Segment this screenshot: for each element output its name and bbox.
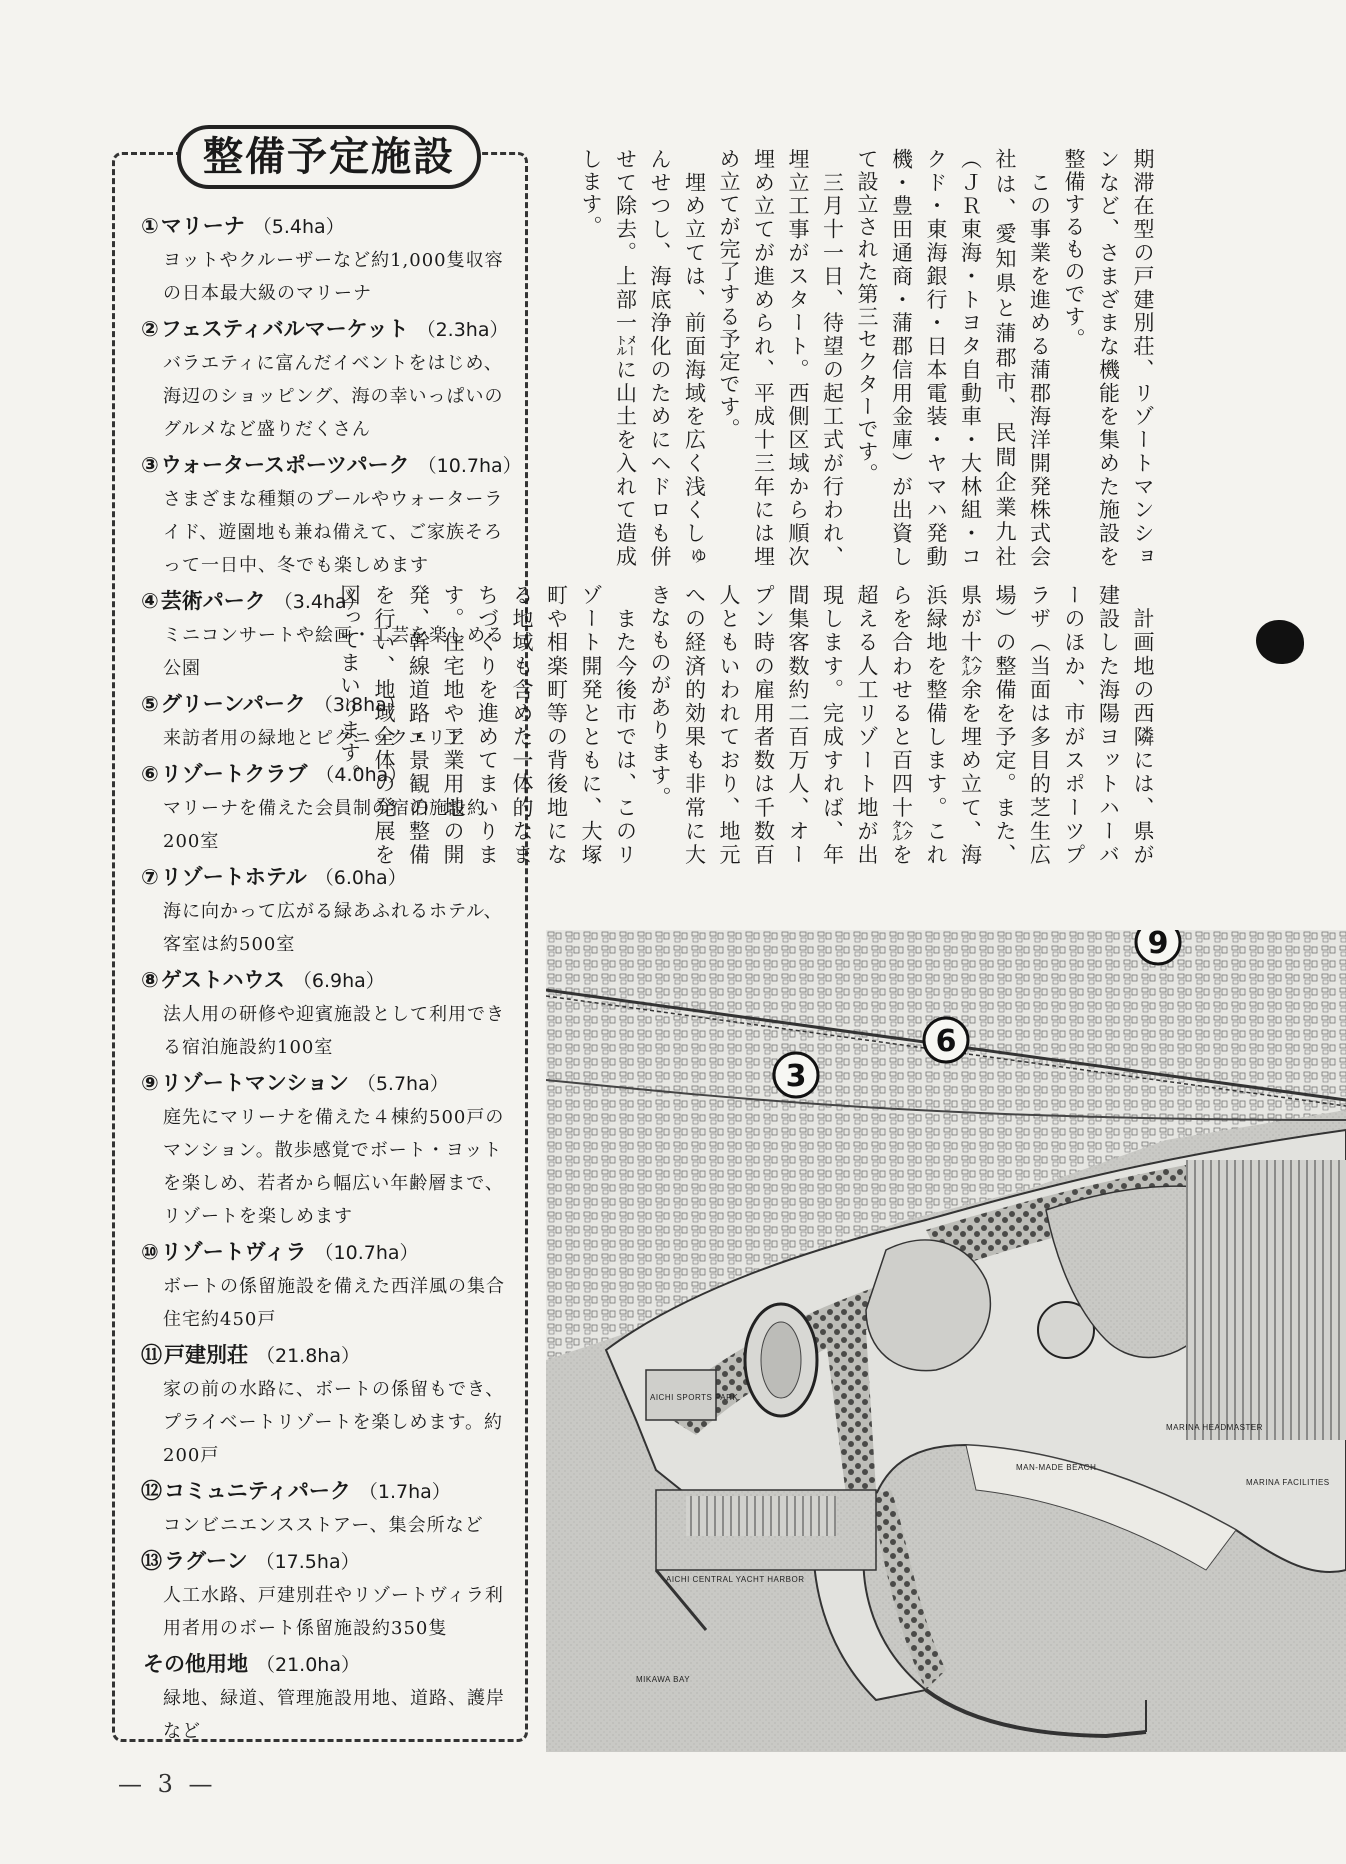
facility-name: その他用地 (143, 1652, 248, 1676)
facility-item (141, 448, 522, 582)
facility-description: 家の前の水路に、ボートの係留もでき、プライベートリゾートを楽しめます。約200戸 (163, 1379, 505, 1466)
facility-name: リゾートホテル (160, 865, 307, 889)
facility-area: （10.7ha） (417, 455, 522, 477)
facility-heading (141, 1474, 505, 1509)
label-mikawa-bay: MIKAWA BAY (636, 1675, 691, 1684)
facility-number: ⑥ (141, 762, 159, 786)
facility-description: ヨットやクルーザーなど約1,000隻収容の日本最大級のマリーナ (163, 250, 504, 304)
facility-area: （2.3ha） (416, 319, 509, 341)
facility-heading (141, 209, 505, 244)
facility-item (141, 860, 505, 961)
facility-item (141, 963, 505, 1064)
marker-6 (924, 1018, 968, 1062)
facility-area: （21.0ha） (256, 1654, 360, 1676)
facility-description: 来訪者用の緑地とピクニックエリア (163, 728, 466, 749)
facility-description: コンビニエンスストアー、集会所など (163, 1515, 484, 1536)
facility-area: （17.5ha） (255, 1551, 360, 1573)
facility-description: マリーナを備えた会員制の宿泊施設約200室 (163, 798, 486, 852)
label-aichi-sports-park: AICHI SPORTS PARK (650, 1393, 739, 1402)
scan-mark (1256, 620, 1304, 664)
label-man-made-beach: MAN-MADE BEACH (1016, 1463, 1097, 1472)
facility-heading (141, 1235, 505, 1270)
facility-item (141, 312, 509, 446)
facility-area: （6.9ha） (292, 970, 385, 992)
stadium-field (761, 1322, 801, 1398)
facility-name: ラグーン (164, 1549, 248, 1573)
facilities-list (141, 209, 522, 1748)
svg-text:9: 9 (1147, 930, 1169, 961)
facility-number: ⑪ (141, 1343, 162, 1367)
facility-number: ⑦ (141, 865, 159, 889)
map-svg (546, 930, 1346, 1752)
facility-name: ウォータースポーツパーク (160, 453, 410, 477)
facility-area: （21.8ha） (256, 1345, 360, 1367)
facility-name: 芸術パーク (160, 589, 266, 613)
facility-area: （5.4ha） (252, 216, 345, 238)
facility-name: フェスティバルマーケット (160, 317, 409, 341)
facility-area: （4.0ha） (315, 764, 408, 786)
facility-item (141, 1066, 505, 1233)
facility-area: （3.8ha） (313, 694, 406, 716)
facility-description: 海に向かって広がる緑あふれるホテル、客室は約500室 (163, 901, 503, 955)
facility-name: リゾートヴィラ (160, 1240, 307, 1264)
facility-heading (141, 1544, 505, 1579)
facilities-title: 整備予定施設 (177, 125, 481, 189)
facility-item (141, 1647, 505, 1748)
facility-name: マリーナ (160, 214, 245, 238)
facility-item (141, 209, 505, 310)
facility-name: リゾートクラブ (160, 762, 308, 786)
facility-description: 人工水路、戸建別荘やリゾートヴィラ利用者用のボート係留施設約350隻 (163, 1585, 504, 1639)
facility-name: リゾートマンション (160, 1071, 349, 1095)
facility-name: ゲストハウス (160, 968, 285, 992)
facility-number: ④ (141, 589, 159, 613)
facility-description: 庭先にマリーナを備えた４棟約500戸のマンション。散歩感覚でボート・ヨットを楽しめ、若者から幅広い年齢層まで、リゾートを楽しめます (163, 1107, 505, 1227)
facility-description: ボートの係留施設を備えた西洋風の集合住宅約450戸 (163, 1276, 505, 1330)
facility-item (141, 1474, 505, 1542)
facility-name: グリーンパーク (160, 692, 306, 716)
facility-heading (141, 1066, 505, 1101)
page-number: — 3 — (118, 1770, 217, 1798)
facility-description: バラエティに富んだイベントをはじめ、海辺のショッピング、海の幸いっぱいのグルメなど盛りだくさん (163, 353, 504, 440)
svg-text:6: 6 (935, 1024, 957, 1059)
facility-area: （10.7ha） (314, 1242, 419, 1264)
facility-number: ⑬ (141, 1549, 162, 1573)
facility-name: 戸建別荘 (164, 1343, 248, 1367)
facility-number: ⑩ (141, 1240, 159, 1264)
article-paragraph: 計画地の西隣には、県が建設した海陽ヨットハーバーのほか、市がスポーツプラザ（当面は多目的芝生広場）の整備を予定。また、県が十㌶余を埋め立て、海浜緑地を整備します。これらを合わせると百四十㌶を超える人工リゾート地が出現します。完成すれば、年間集客数約二百万人、オープン時の雇用者数は千数百人ともいわれており、地元への経済的効果も非常に大きなものがあります。 (648, 584, 1155, 866)
article-paragraph: また今後市では、このリゾート開発とともに、大塚町や相楽町等の背後地になる地域も含めた一体的なまちづくりを進めてまいります。住宅地や工業用地の開発、幹線道路・景観の整備を行い、地域全体の発展を図ってまいります。 (337, 584, 638, 866)
facility-item (141, 1235, 505, 1336)
facility-description: 緑地、緑道、管理施設用地、道路、護岸など (163, 1688, 505, 1742)
facility-number: ⑤ (141, 692, 159, 716)
facility-number: ⑧ (141, 968, 159, 992)
label-yacht-harbor: AICHI CENTRAL YACHT HARBOR (666, 1575, 805, 1584)
article-paragraph: 埋め立ては、前面海域を広く浅くしゅんせつし、海底浄化のためにヘドロも併せて除去。上部一㍍に山土を入れて造成します。 (579, 148, 707, 568)
facility-number: ⑨ (141, 1071, 159, 1095)
site-plan-map (546, 930, 1346, 1752)
marina-docks (1186, 1160, 1346, 1440)
facility-area: （5.7ha） (356, 1073, 449, 1095)
facility-heading (141, 1647, 505, 1682)
facility-number: ① (141, 214, 159, 238)
facility-heading (141, 312, 509, 347)
facility-item (141, 1338, 505, 1472)
facility-number: ⑫ (141, 1479, 162, 1503)
label-marina-headmaster: MARINA HEADMASTER (1166, 1423, 1263, 1432)
facility-name: コミュニティパーク (164, 1479, 351, 1503)
article-paragraph: 三月十一日、待望の起工式が行われ、埋立工事がスタート。西側区域から順次埋め立てが進められ、平成十三年には埋め立てが完了する予定です。 (717, 148, 845, 568)
article-paragraph: 期滞在型の戸建別荘、リゾートマンションなど、さまざまな機能を集めた施設を整備するものです。 (1062, 148, 1155, 568)
marker-9 (1136, 930, 1180, 964)
facility-description: さまざまな種類のプールやウォーターライド、遊園地も兼ね備えて、ご家族そろって一日中、冬でも楽しめます (163, 489, 504, 576)
facility-number: ② (141, 317, 159, 341)
facility-heading (141, 448, 522, 483)
facility-description: ミニコンサートや絵画・工芸を楽しめる公園 (163, 625, 505, 679)
article-upper-text (548, 148, 1160, 568)
article-paragraph: この事業を進める蒲郡海洋開発株式会社は、愛知県と蒲郡市、民間企業九社（ＪＲ東海・トヨタ自動車・大林組・コクド・東海銀行・日本電装・ヤマハ発動機・豊田通商・蒲郡信用金庫）が出資して設立された第三セクターです。 (855, 148, 1052, 568)
facility-heading (141, 1338, 505, 1373)
facilities-box (112, 134, 528, 1742)
facility-area: （3.4ha） (273, 591, 366, 613)
facility-area: （1.7ha） (358, 1481, 451, 1503)
svg-text:3: 3 (785, 1059, 807, 1094)
facility-description: 法人用の研修や迎賓施設として利用できる宿泊施設約100室 (163, 1004, 505, 1058)
harbor-docks (686, 1496, 836, 1536)
facility-area: （6.0ha） (314, 867, 407, 889)
facility-number: ③ (141, 453, 159, 477)
label-marina-facilities: MARINA FACILITIES (1246, 1478, 1330, 1487)
facility-heading (141, 963, 505, 998)
marker-3 (774, 1053, 818, 1097)
facility-item (141, 1544, 505, 1645)
